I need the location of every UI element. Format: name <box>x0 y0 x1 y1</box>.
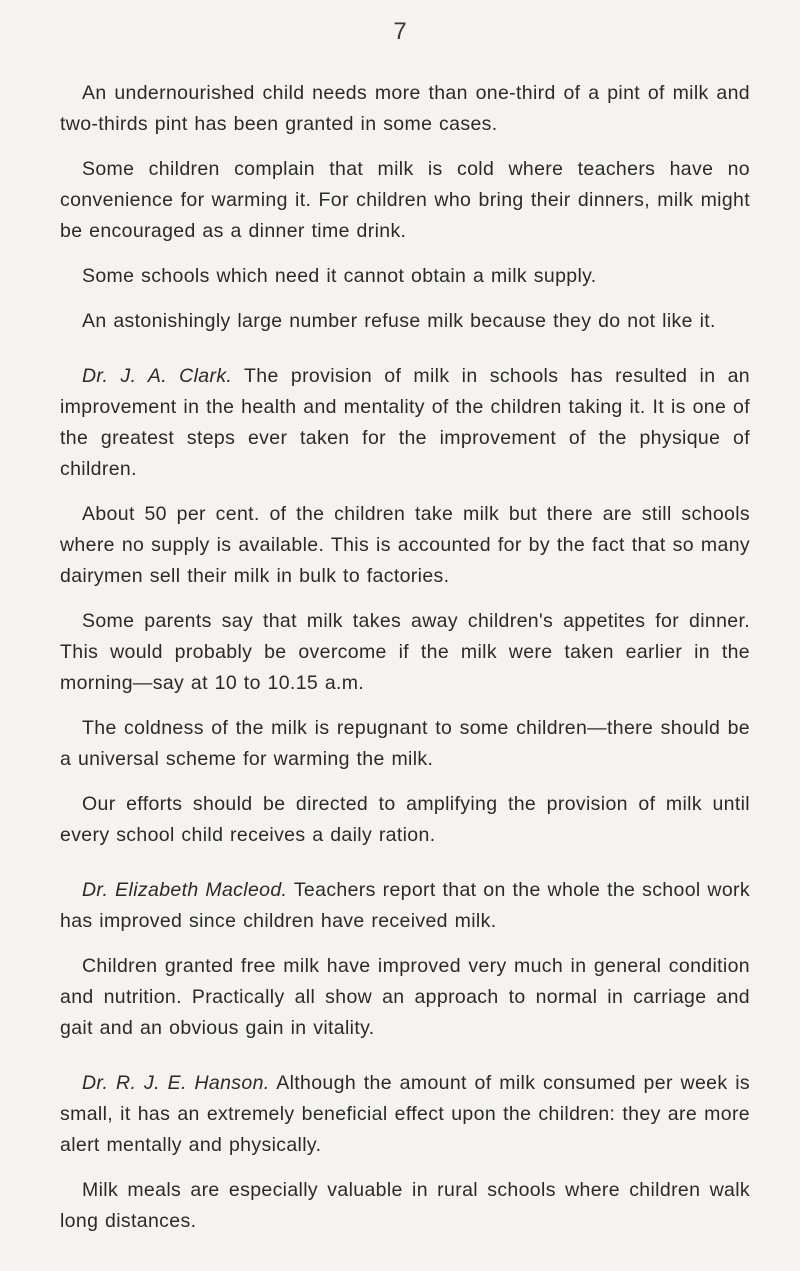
paragraph <box>38 78 750 140</box>
paragraph-with-speaker <box>60 361 750 485</box>
paragraph <box>60 951 750 1044</box>
paragraph <box>60 1175 750 1237</box>
paragraph-text: Milk meals are especially valuable in rural schools where children walk long distances. <box>60 1179 750 1232</box>
paragraph <box>60 499 750 592</box>
paragraph-text: Some parents say that milk takes away children's appetites for dinner. This would probably be overcome if the milk were taken earlier in the morning—say at 10 to 10.15 a.m. <box>60 610 750 694</box>
paragraph <box>60 154 750 247</box>
page-number: 7 <box>393 18 407 45</box>
paragraph-text: Teachers report that on the whole the school work has improved since children have received milk. <box>60 879 750 932</box>
paragraph-with-speaker <box>60 1068 750 1161</box>
paragraph-text: The coldness of the milk is repugnant to some children—there should be a universal scheme for warming the milk. <box>60 717 750 770</box>
paragraph <box>60 789 750 851</box>
paragraph-text: An undernourished child needs more than one-third of a pint of milk and two-thirds pint has been granted in some cases. <box>60 82 750 135</box>
paragraph <box>60 713 750 775</box>
speaker-name: Dr. R. J. E. Hanson. <box>82 1072 270 1094</box>
paragraph <box>60 306 750 337</box>
paragraph <box>60 261 750 292</box>
speaker-name: Dr. Elizabeth Macleod. <box>82 879 288 901</box>
paragraph-text: An astonishingly large number refuse milk because they do not like it. <box>82 310 716 332</box>
paragraph-text: Our efforts should be directed to amplifying the provision of milk until every school child receives a daily ration. <box>60 793 750 846</box>
paragraph-text: Children granted free milk have improved very much in general condition and nutrition. Practically all show an approach to normal in carriage and gait and an obvious gain in vitality. <box>60 955 750 1039</box>
paragraph-with-speaker <box>60 875 750 937</box>
paragraph-text: Some schools which need it cannot obtain a milk supply. <box>82 265 597 287</box>
body-text <box>60 78 750 1251</box>
paragraph-text: Although the amount of milk consumed per week is small, it has an extremely beneficial effect upon the children: they are more alert mentally and physically. <box>60 1072 750 1156</box>
paragraph-text: Some children complain that milk is cold where teachers have no convenience for warming it. For children who bring their dinners, milk might be encouraged as a dinner time drink. <box>60 158 750 242</box>
speaker-name: Dr. J. A. Clark. <box>82 365 233 387</box>
paragraph-text: The provision of milk in schools has resulted in an improvement in the health and mentality of the children taking it. It is one of the greatest steps ever taken for the improvement of the physique of children. <box>60 365 750 480</box>
paragraph-text: About 50 per cent. of the children take milk but there are still schools where no supply is available. This is accounted for by the fact that so many dairymen sell their milk in bulk to factories. <box>60 503 750 587</box>
paragraph <box>60 606 750 699</box>
